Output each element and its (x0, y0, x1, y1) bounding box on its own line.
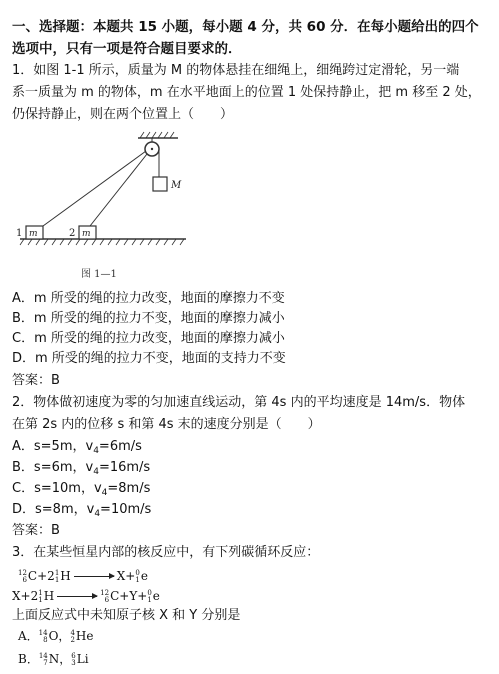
label-M: M (171, 180, 182, 191)
q3-equation-2: X+2 1 1 H 12 6 C+Y+ 0 1 e (12, 588, 160, 604)
pulley-figure (10, 130, 220, 285)
q2-option-d: D．s=8m，$v_4=10m/s$ (12, 502, 152, 519)
q3-option-a: A． 14 8 O， 4 2 He (18, 628, 94, 644)
q1-option-d: D．m 所受的绳的拉力不变，地面的支持力不变 (12, 351, 286, 366)
q3-option-b: B． 14 7 N， 6 3 Li (18, 651, 89, 667)
reaction-arrow-1 (74, 576, 114, 577)
rope-pos2 (90, 154, 147, 226)
q3-stem-line2: 上面反应式中未知原子核 X 和 Y 分别是 (12, 608, 241, 623)
ground-hatch (20, 239, 184, 245)
q2-stem-line1: 2．物体做初速度为零的匀加速直线运动，第 4s 内的平均速度是 14m/s．物体 (12, 395, 466, 410)
q1-stem-line2: 系一质量为 m 的物体，m 在水平地面上的位置 1 处保持静止，把 m 移至 2 处， (12, 85, 481, 100)
q3-equation-1: 12 6 C+2 1 1 H X+ 0 1 e (18, 568, 148, 584)
section-heading-line1: 一、选择题：本题共 15 小题，每小题 4 分，共 60 分．在每小题给出的四个 (12, 19, 479, 35)
q1-option-a: A．m 所受的绳的拉力改变，地面的摩擦力不变 (12, 291, 285, 306)
rope-pos1 (43, 151, 146, 226)
q2-answer: 答案：B (12, 523, 60, 538)
q1-stem-line1: 1．如图 1-1 所示，质量为 M 的物体悬挂在细绳上，细绳跨过定滑轮，另一端 (12, 63, 460, 78)
q1-option-b: B．m 所受的绳的拉力不变，地面的摩擦力减小 (12, 311, 285, 326)
label-pos2: 2 (69, 228, 76, 239)
ceiling-hatch (140, 132, 174, 138)
reaction-arrow-2 (57, 596, 97, 597)
label-m-pos2: m (82, 229, 91, 239)
figure-caption: 图 1—1 (81, 269, 117, 280)
block-M (153, 177, 167, 191)
q2-stem-line2: 在第 2s 内的位移 s 和第 4s 末的速度分别是（ ） (12, 417, 321, 432)
q3-stem-line1: 3．在某些恒星内部的核反应中，有下列碳循环反应： (12, 545, 320, 560)
q1-option-c: C．m 所受的绳的拉力改变，地面的摩擦力减小 (12, 331, 285, 346)
label-m-pos1: m (29, 229, 38, 239)
q2-option-b: B．s=6m，$v_4=16m/s$ (12, 460, 151, 477)
q2-option-c: C．s=10m，$v_4=8m/s$ (12, 481, 151, 498)
section-heading-line2: 选项中，只有一项是符合题目要求的． (12, 41, 242, 57)
q2-option-a: A．s=5m，$v_4=6m/s$ (12, 439, 142, 456)
label-pos1: 1 (16, 228, 23, 239)
q1-answer: 答案：B (12, 373, 60, 388)
q1-stem-line3: 仍保持静止，则在两个位置上（ ） (12, 107, 234, 122)
